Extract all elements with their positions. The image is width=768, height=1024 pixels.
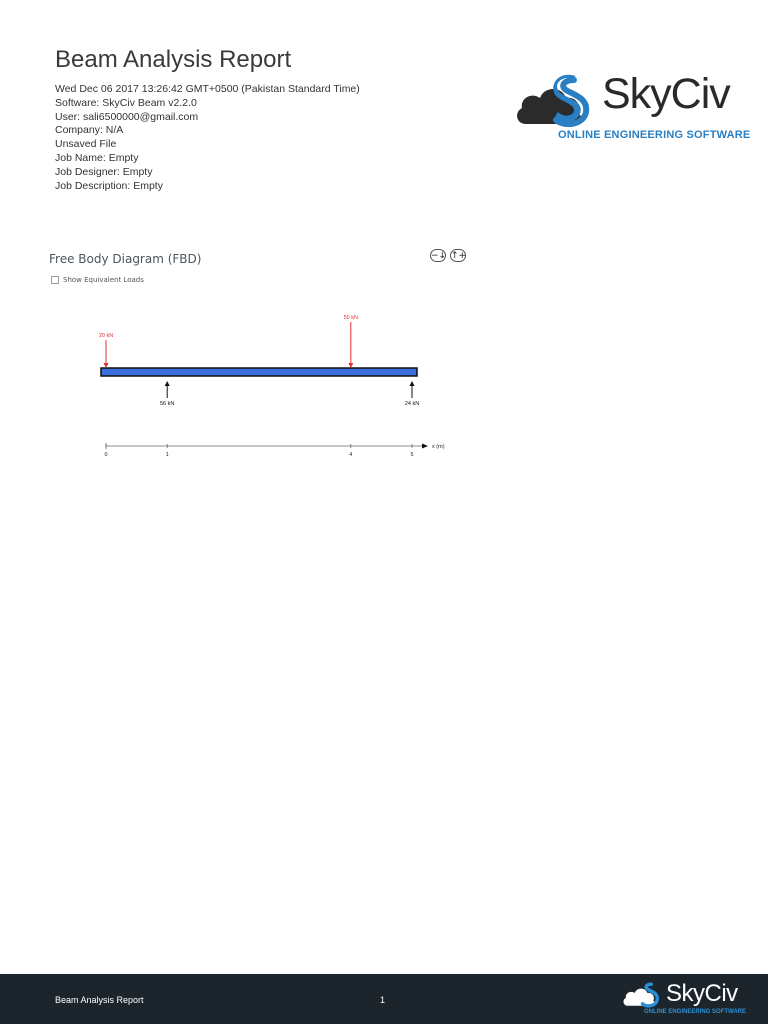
axis-tick-label: 5 xyxy=(410,452,414,458)
reaction-label: 24 kN xyxy=(404,401,420,407)
skyciv-logo xyxy=(514,72,754,144)
axis-tick-label: 0 xyxy=(104,452,108,458)
beam xyxy=(101,368,417,376)
footer-cloud-logo-icon xyxy=(622,980,666,1008)
show-equivalent-loads-toggle[interactable] xyxy=(51,276,144,284)
meta-user: User: sali6500000@gmail.com xyxy=(55,110,199,123)
meta-job-description: Job Description: Empty xyxy=(55,179,163,192)
load-label: 20 kN xyxy=(98,333,114,339)
axis-tick-label: 1 xyxy=(165,452,169,458)
page-footer xyxy=(0,974,768,1024)
cloud-logo-icon xyxy=(514,72,604,128)
axis-label: x (m) xyxy=(432,444,445,450)
meta-file-status: Unsaved File xyxy=(55,138,117,151)
zoom-controls xyxy=(430,249,466,262)
reaction-1 xyxy=(160,381,174,407)
meta-software: Software: SkyCiv Beam v2.2.0 xyxy=(55,96,197,109)
x-axis xyxy=(104,443,444,458)
axis-arrow-icon xyxy=(422,444,428,449)
reaction-label: 56 kN xyxy=(160,401,175,407)
reaction-2 xyxy=(405,381,419,407)
axis-tick-label: 4 xyxy=(349,452,353,458)
equivalent-loads-label: Show Equivalent Loads xyxy=(63,276,144,284)
equivalent-loads-checkbox[interactable] xyxy=(51,276,59,284)
footer-logo xyxy=(622,980,752,1020)
point-load-1 xyxy=(99,333,113,368)
footer-title: Beam Analysis Report xyxy=(55,995,144,1005)
load-label: 50 kN xyxy=(343,315,358,321)
support-reactions xyxy=(160,381,419,407)
meta-date: Wed Dec 06 2017 13:26:42 GMT+0500 (Pakistan Standard Time) xyxy=(55,83,360,95)
footer-logo-tagline: ONLINE ENGINEERING SOFTWARE xyxy=(644,1009,747,1015)
page-number: 1 xyxy=(380,995,386,1005)
logo-wordmark: SkyCiv xyxy=(602,70,730,118)
free-body-diagram xyxy=(0,300,768,470)
fbd-title: Free Body Diagram (FBD) xyxy=(49,252,202,266)
meta-job-name: Job Name: Empty xyxy=(55,151,139,164)
meta-company: Company: N/A xyxy=(55,124,124,137)
footer-logo-wordmark: SkyCiv xyxy=(666,980,738,1007)
zoom-out-button[interactable]: −↓ xyxy=(431,251,447,261)
point-loads xyxy=(99,315,358,368)
logo-tagline: ONLINE ENGINEERING SOFTWARE xyxy=(558,129,751,141)
reaction-arrow-head xyxy=(410,381,415,386)
point-load-2 xyxy=(344,315,358,368)
reaction-arrow-head xyxy=(165,381,170,386)
meta-job-designer: Job Designer: Empty xyxy=(55,165,153,178)
zoom-in-button[interactable]: ↑+ xyxy=(451,251,467,261)
report-meta xyxy=(55,83,360,193)
report-title: Beam Analysis Report xyxy=(55,46,292,73)
